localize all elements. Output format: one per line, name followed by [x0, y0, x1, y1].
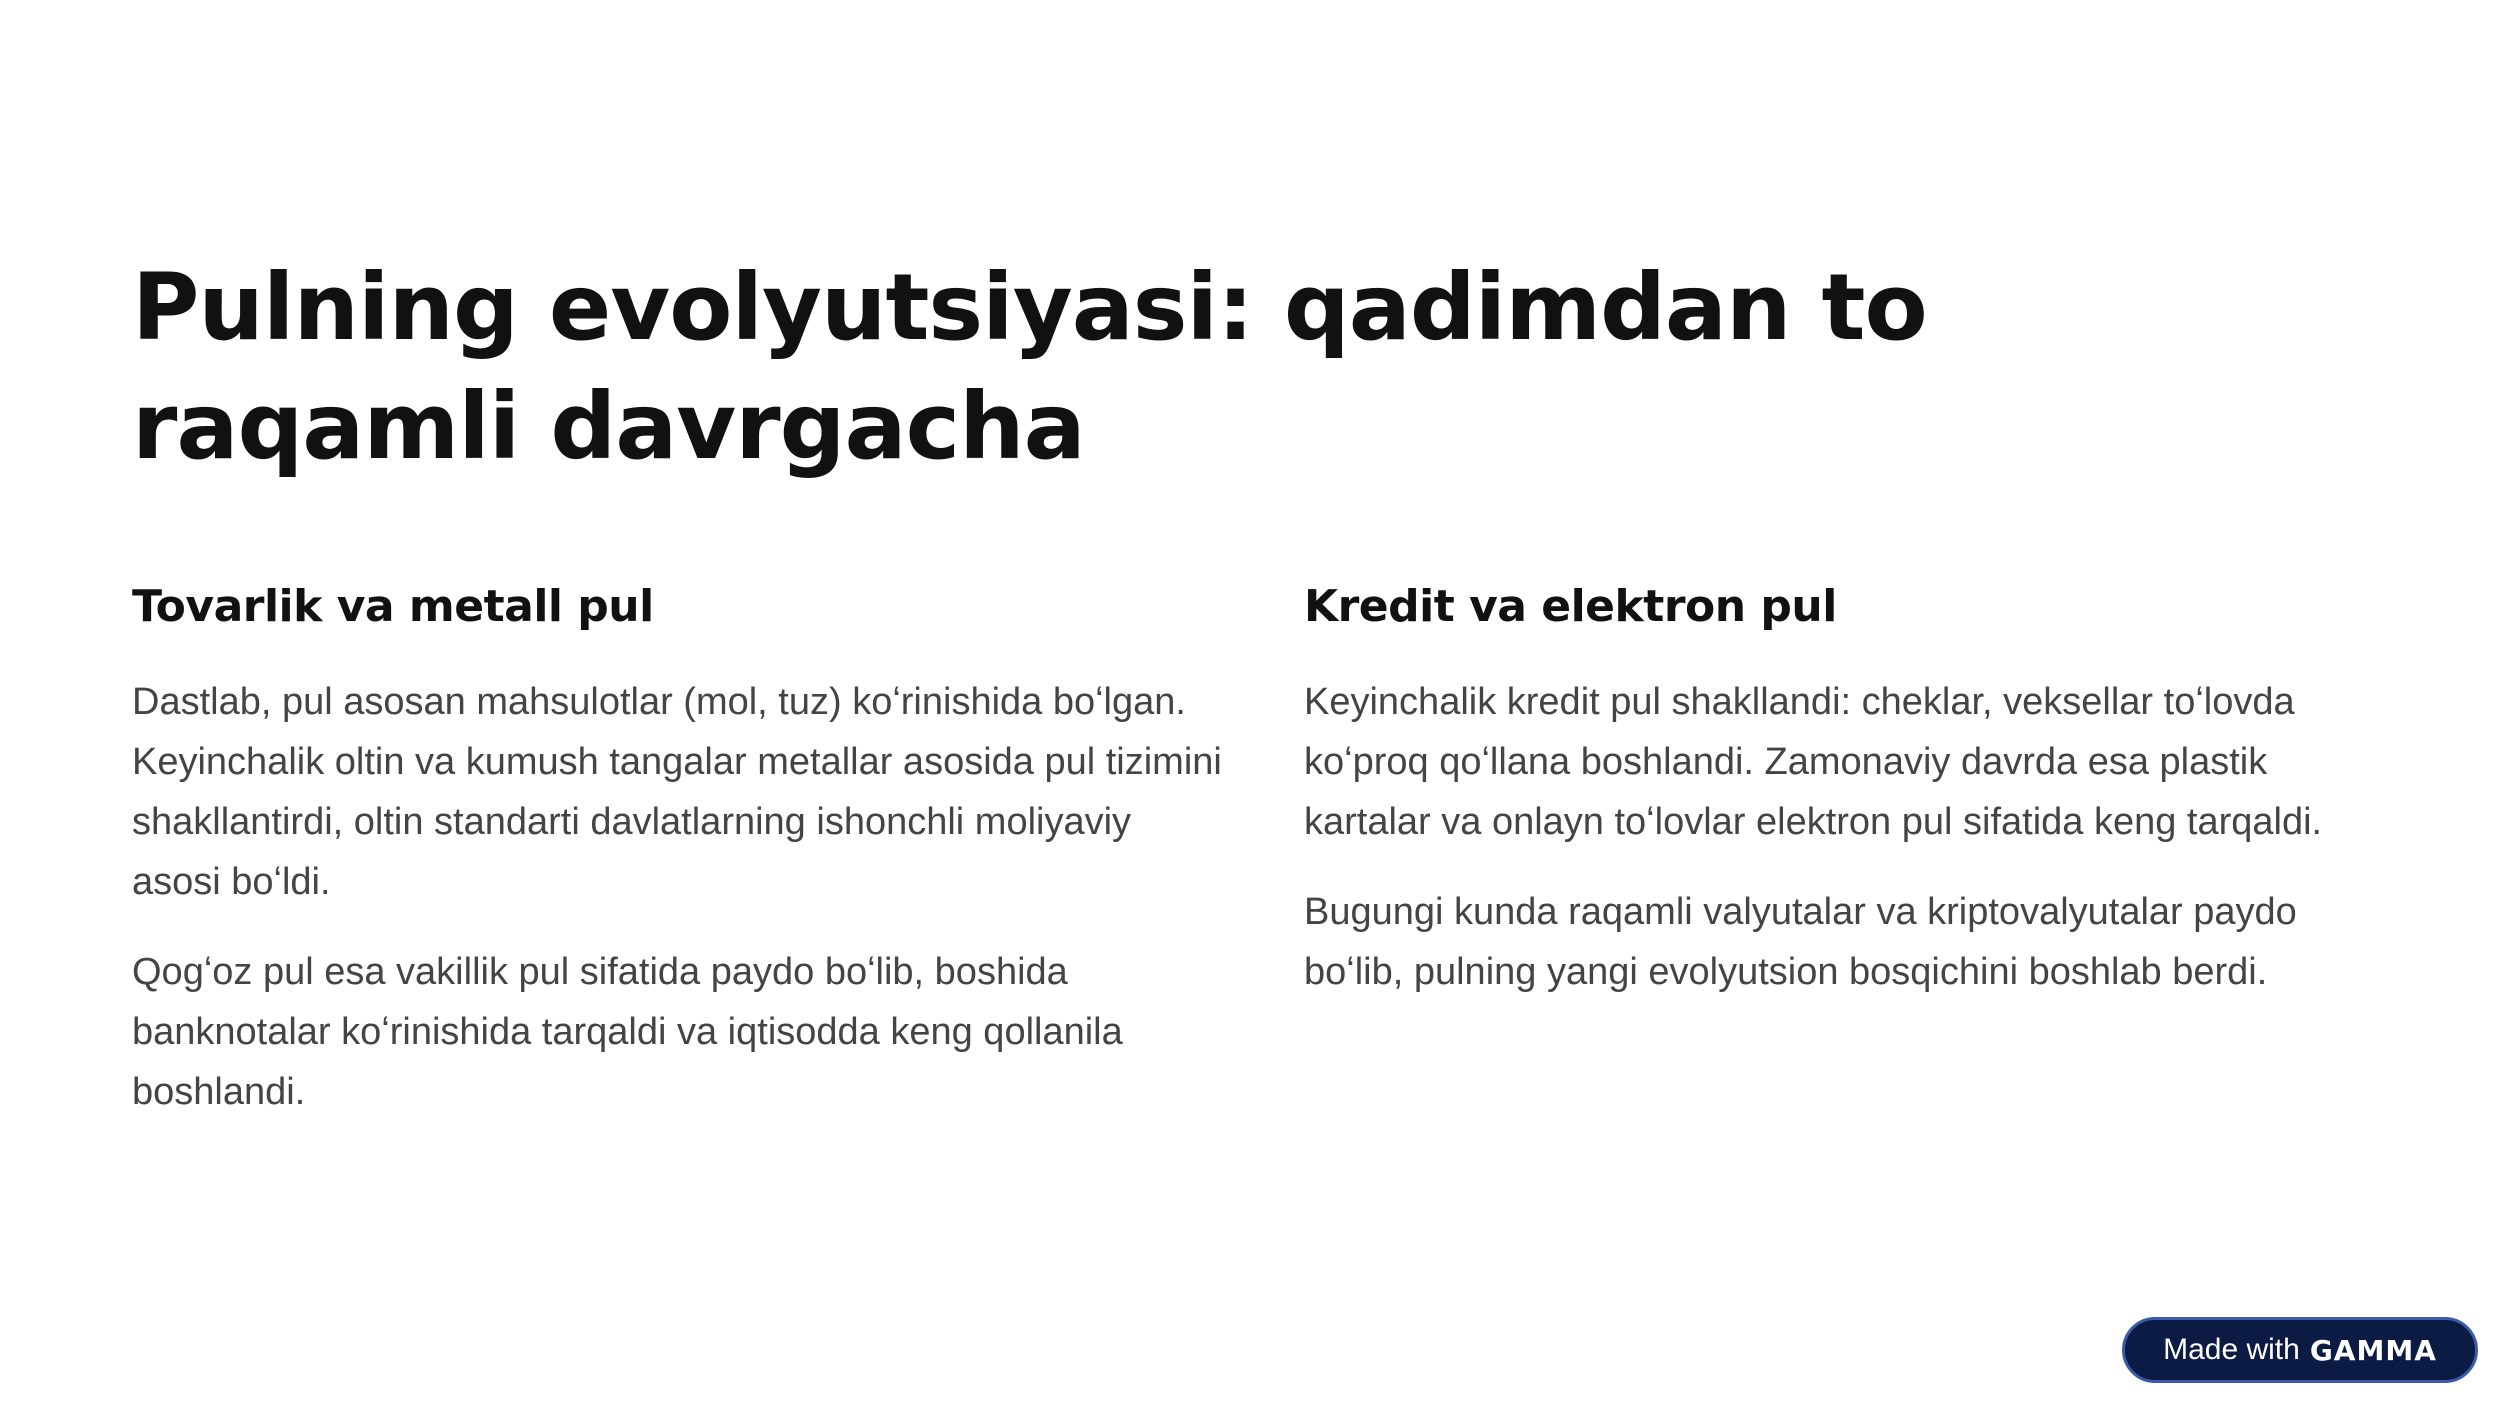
column-heading: Tovarlik va metall pul [132, 581, 654, 632]
gamma-logo: GAMMA [2309, 1333, 2437, 1367]
column-right [1304, 578, 2394, 1032]
badge-prefix: Made with [2163, 1333, 2300, 1366]
slide-title: Pulning evolyutsiyasi: qadimdan to raqamli davrgacha [132, 254, 1927, 480]
column-left [132, 578, 1222, 1152]
column-paragraph: Dastlab, pul asosan mahsulotlar (mol, tuz) koʻrinishida boʻlgan. Keyinchalik oltin va kumush tangalar metallar asosida pul tizimini shakllantirdi, oltin standarti davlatlarning ishonchli moliyaviy asosi boʻldi. [132, 681, 1222, 903]
column-paragraph: Bugungi kunda raqamli valyutalar va kriptovalyutalar paydo boʻlib, pulning yangi evolyutsion bosqichini boshlab berdi. [1304, 891, 2297, 993]
column-paragraph: Keyinchalik kredit pul shakllandi: cheklar, veksellar toʻlovda koʻproq qoʻllana boshlandi. Zamonaviy davrda esa plastik kartalar va onlayn toʻlovlar elektron pul sifatida keng tarqaldi. [1304, 681, 2323, 843]
made-with-gamma-badge[interactable] [2122, 1317, 2478, 1383]
column-heading: Kredit va elektron pul [1304, 581, 1837, 632]
column-paragraph: Qogʻoz pul esa vakillik pul sifatida paydo boʻlib, boshida banknotalar koʻrinishida tarqaldi va iqtisodda keng qollanila boshlandi. [132, 951, 1123, 1113]
